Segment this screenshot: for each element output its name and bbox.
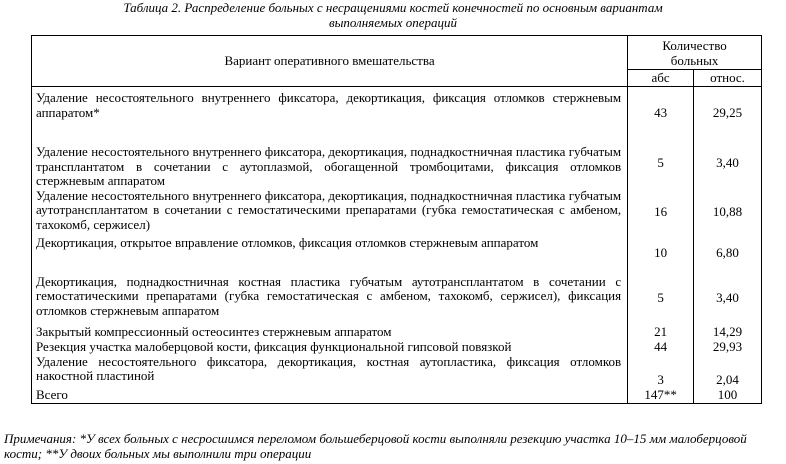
row-abs: 5 (628, 139, 694, 189)
row-abs: 21 (628, 325, 694, 340)
row-variant: Декортикация, поднадкостничная костная пластика губчатым аутотрансплантатом в сочетании с гемостатическими препаратами (губка гемостатическая с амбеном, тахокомб, сержисел), фиксация отломков стержневым аппаратом (32, 272, 628, 325)
header-variant: Вариант оперативного вмешательства (32, 36, 628, 87)
table-row (32, 87, 762, 139)
row-abs: 44 (628, 340, 694, 355)
row-variant: Резекция участка малоберцовой кости, фиксация функциональной гипсовой повязкой (32, 340, 628, 355)
row-variant: Удаление несостоятельного внутреннего фиксатора, декортикация, поднадкостничная пластика губчатым аутотрансплантатом в сочетании с гемостатическими препаратами (губка гемостатическая с амбеном, тахокомб, сержисел) (32, 189, 628, 236)
row-abs: 43 (628, 87, 694, 139)
row-variant: Удаление несостоятельного внутреннего фиксатора, декортикация, фиксация отломков стержневым аппаратом* (32, 87, 628, 139)
header-abs: абс (628, 70, 694, 87)
row-abs: 5 (628, 272, 694, 325)
table-row-total (32, 388, 762, 404)
row-rel: 29,93 (694, 340, 762, 355)
table-row (32, 325, 762, 340)
row-abs: 10 (628, 236, 694, 272)
table-row (32, 236, 762, 272)
table-row (32, 189, 762, 236)
row-variant: Удаление несостоятельного фиксатора, декортикация, костная аутопластика, фиксация отломков накостной пластиной (32, 355, 628, 388)
table-row (32, 340, 762, 355)
row-rel: 29,25 (694, 87, 762, 139)
row-variant: Удаление несостоятельного внутреннего фиксатора, декортикация, поднадкостничная пластика губчатым трансплантатом в сочетании с аутоплазмой, обогащенной тромбоцитами, фиксация отломков стержневым аппаратом (32, 139, 628, 189)
row-rel: 6,80 (694, 236, 762, 272)
row-abs: 147** (628, 388, 694, 404)
row-rel: 3,40 (694, 139, 762, 189)
header-rel: относ. (694, 70, 762, 87)
row-abs: 3 (628, 355, 694, 388)
row-variant: Закрытый компрессионный остеосинтез стержневым аппаратом (32, 325, 628, 340)
table-row (32, 272, 762, 325)
row-rel: 3,40 (694, 272, 762, 325)
table-row (32, 139, 762, 189)
table-row (32, 355, 762, 388)
operations-table (31, 35, 762, 404)
row-rel: 14,29 (694, 325, 762, 340)
row-rel: 10,88 (694, 189, 762, 236)
row-rel: 100 (694, 388, 762, 404)
table-caption: Таблица 2. Распределение больных с несращениями костей конечностей по основным вариантам выполняемых операций (123, 0, 663, 30)
row-rel: 2,04 (694, 355, 762, 388)
row-abs: 16 (628, 189, 694, 236)
table-note: Примечания: *У всех больных с несросшимся переломом большеберцовой кости выполняли резекцию участка 10–15 мм малоберцовой кости; **У двоих больных мы выполнили три операции (4, 431, 747, 461)
header-quantity: Количество больных (628, 36, 762, 70)
row-variant: Всего (32, 388, 628, 404)
row-variant: Декортикация, открытое вправление отломков, фиксация отломков стержневым аппаратом (32, 236, 628, 272)
